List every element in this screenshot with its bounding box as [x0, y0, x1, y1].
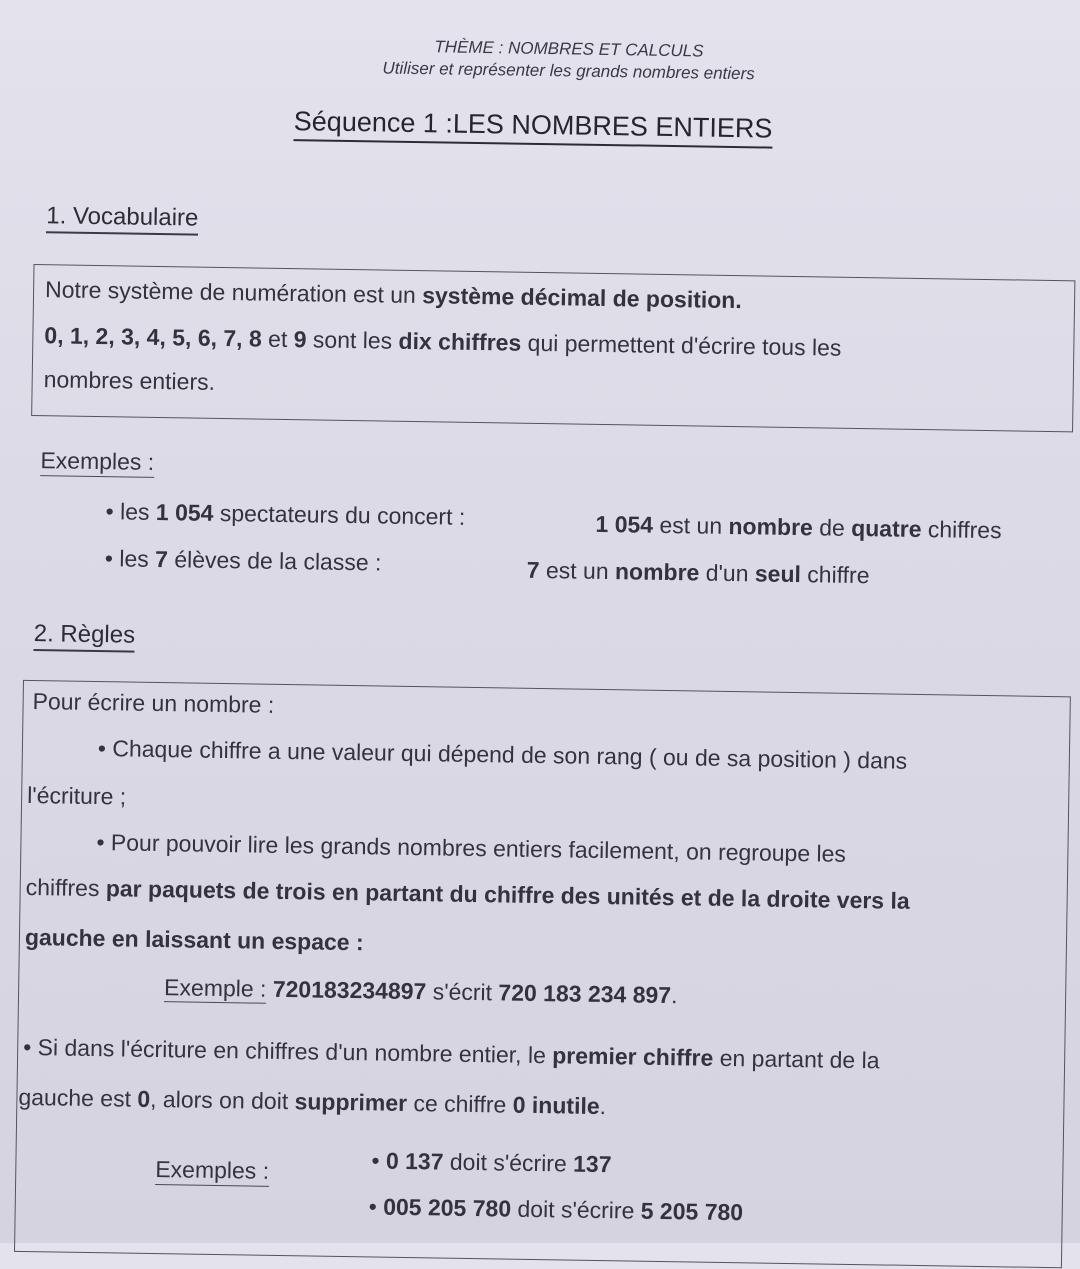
- rule-3-line-2: gauche est 0, alors on doit supprimer ce chiffre 0 inutile.: [18, 1083, 607, 1120]
- rule-1-line-1: • Chaque chiffre a une valeur qui dépend de son rang ( ou de sa position ) dans: [97, 735, 908, 774]
- vocab-line-1: Notre système de numération est un système décimal de position.: [44, 276, 742, 314]
- rule-3-example-1: • 0 137 doit s'écrire 137: [371, 1147, 612, 1178]
- theme-subtitle: Utiliser et représenter les grands nombres entiers: [382, 58, 755, 84]
- rule-2-line-2: chiffres par paquets de trois en partant du chiffre des unités et de la droite vers la: [25, 873, 910, 914]
- examples-label-2: Exemples :: [155, 1156, 269, 1187]
- section-1-heading: 1. Vocabulaire: [46, 202, 199, 235]
- rule-1-line-2: l'écriture ;: [26, 781, 127, 810]
- rule-2-line-1: • Pour pouvoir lire les grands nombres entiers facilement, on regroupe les: [96, 829, 847, 867]
- rule-3-line-1: • Si dans l'écriture en chiffres d'un nombre entier, le premier chiffre en partant de la: [23, 1033, 880, 1074]
- rules-intro: Pour écrire un nombre :: [32, 688, 275, 718]
- example-1-right: 1 054 est un nombre de quatre chiffres: [595, 510, 1002, 544]
- rule-2-line-3: gauche en laissant un espace :: [24, 923, 364, 956]
- example-2-left: • les 7 élèves de la classe :: [104, 545, 382, 576]
- vocab-line-3: nombres entiers.: [43, 366, 216, 395]
- examples-label-1: Exemples :: [40, 447, 154, 478]
- sequence-title: Séquence 1 :LES NOMBRES ENTIERS: [293, 106, 772, 149]
- vocab-line-2: 0, 1, 2, 3, 4, 5, 6, 7, 8 et 9 sont les dix chiffres qui permettent d'écrire tous les: [44, 322, 842, 361]
- example-1-left: • les 1 054 spectateurs du concert :: [105, 498, 466, 530]
- rule-2-example-label: Exemple :: [163, 974, 267, 1002]
- example-2-right: 7 est un nombre d'un seul chiffre: [526, 556, 870, 589]
- theme-title: THÈME : NOMBRES ET CALCULS: [434, 37, 704, 61]
- rule-3-example-2: • 005 205 780 doit s'écrire 5 205 780: [368, 1193, 744, 1226]
- rule-2-example: Exemple : 720183234897 s'écrit 720 183 234 897.: [163, 974, 678, 1009]
- theme-header: [9, 30, 1080, 92]
- section-2-heading: 2. Règles: [33, 620, 135, 653]
